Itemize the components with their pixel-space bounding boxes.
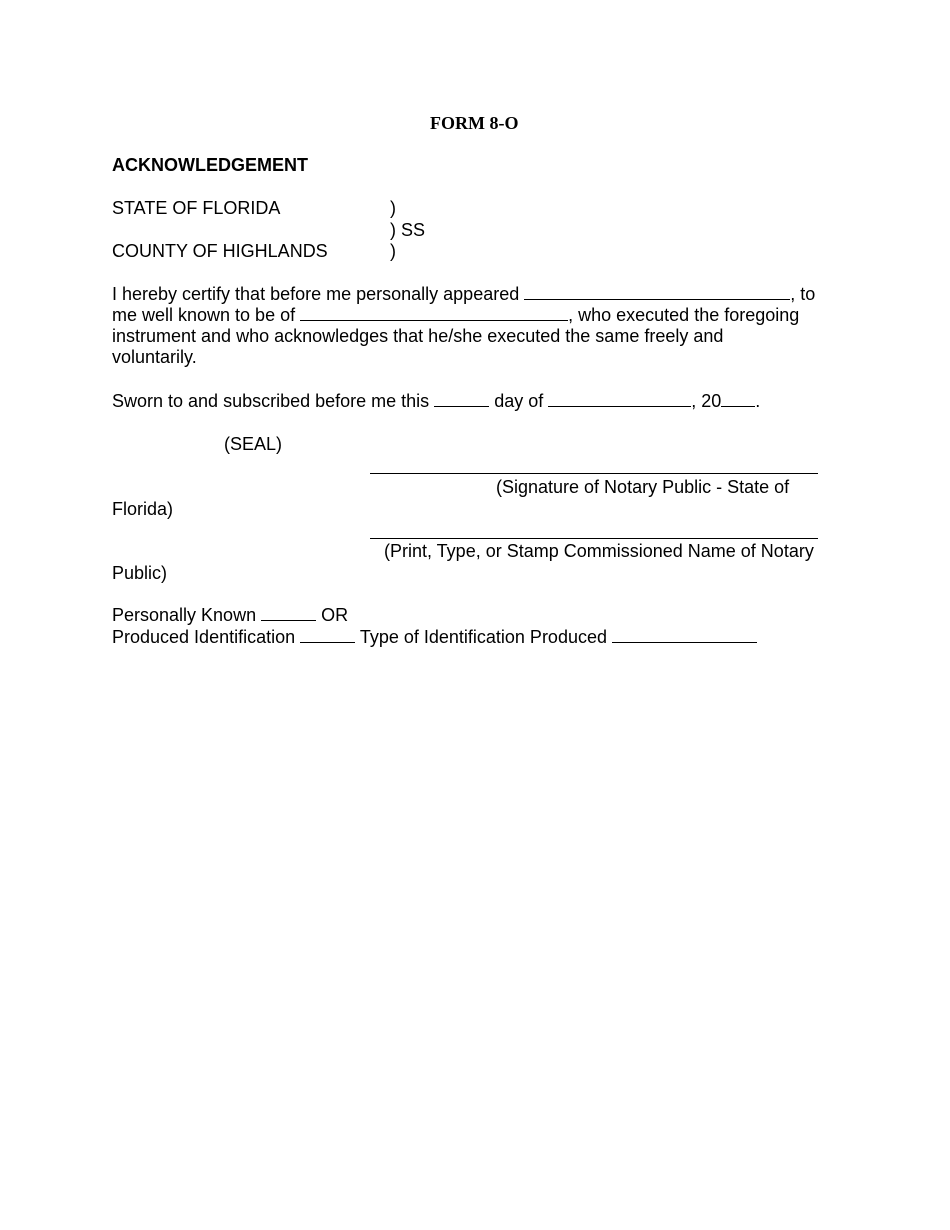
year-prefix: , 20 bbox=[691, 391, 722, 411]
month-field[interactable] bbox=[548, 392, 691, 407]
certification-line-3: instrument and who acknowledges that he/she executed the same freely and bbox=[112, 326, 724, 346]
certification-line-1-suffix: , to bbox=[790, 284, 816, 304]
signature-line[interactable] bbox=[370, 473, 818, 474]
state-label: STATE OF FLORIDA bbox=[112, 198, 281, 218]
venue-paren-bottom: ) bbox=[390, 241, 396, 261]
certification-line-2-suffix: , who executed the foregoing bbox=[568, 305, 800, 325]
personally-known-label: Personally Known bbox=[112, 605, 257, 625]
sworn-line bbox=[112, 391, 760, 412]
id-type-label: Type of Identification Produced bbox=[359, 627, 607, 647]
printed-name-label-line-1: (Print, Type, or Stamp Commissioned Name of Notary bbox=[384, 541, 814, 561]
acknowledgement-heading: ACKNOWLEDGEMENT bbox=[112, 155, 308, 175]
form-title: FORM 8-O bbox=[430, 113, 519, 133]
day-field[interactable] bbox=[434, 392, 489, 407]
certification-line-1-prefix: I hereby certify that before me personally appeared bbox=[112, 284, 520, 304]
sworn-end: . bbox=[755, 391, 761, 411]
certification-line-2 bbox=[112, 305, 799, 326]
venue-ss: ) SS bbox=[390, 220, 426, 240]
certification-line-1 bbox=[112, 284, 815, 305]
sworn-prefix: Sworn to and subscribed before me this bbox=[112, 391, 430, 411]
personally-known-field[interactable] bbox=[261, 606, 316, 621]
signature-label-line-2: Florida) bbox=[112, 499, 174, 519]
or-label: OR bbox=[321, 605, 349, 625]
personally-known-row bbox=[112, 605, 348, 626]
day-of-label: day of bbox=[494, 391, 544, 411]
id-type-field[interactable] bbox=[612, 628, 757, 643]
venue-paren-top: ) bbox=[390, 198, 396, 218]
signature-label-line-1: (Signature of Notary Public - State of bbox=[496, 477, 790, 497]
known-of-field[interactable] bbox=[300, 306, 568, 321]
produced-identification-row bbox=[112, 627, 757, 648]
certification-line-4: voluntarily. bbox=[112, 347, 197, 367]
year-field[interactable] bbox=[721, 392, 755, 407]
seal-label: (SEAL) bbox=[224, 434, 283, 454]
certification-line-2-prefix: me well known to be of bbox=[112, 305, 296, 325]
printed-name-label-line-2: Public) bbox=[112, 563, 168, 583]
produced-id-label: Produced Identification bbox=[112, 627, 296, 647]
produced-id-field[interactable] bbox=[300, 628, 355, 643]
printed-name-line[interactable] bbox=[370, 538, 818, 539]
county-label: COUNTY OF HIGHLANDS bbox=[112, 241, 328, 261]
appeared-name-field[interactable] bbox=[524, 285, 790, 300]
